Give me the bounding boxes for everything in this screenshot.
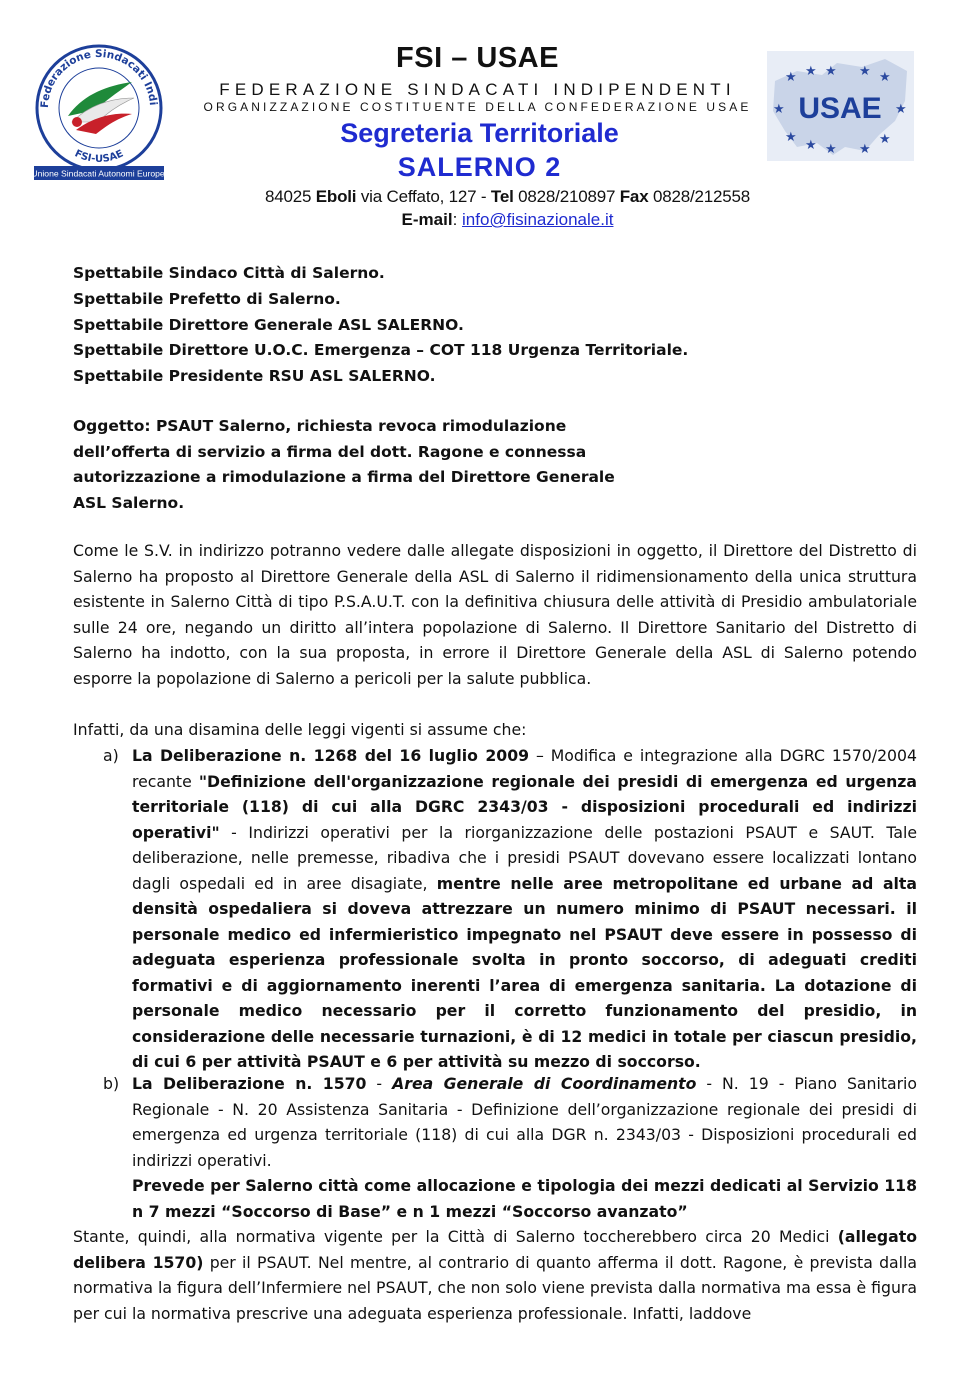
svg-text:★: ★ [879,70,891,85]
email-link[interactable]: info@fisinazionale.it [462,210,614,229]
recipient-line: Spettabile Direttore U.O.C. Emergenza – COT 118 Urgenza Territoriale. [73,341,689,360]
closing-paragraph: Stante, quindi, alla normativa vigente per la Città di Salerno toccherebbero circa 20 Medici (allegato delibera 1570) per il PSAUT. Nel mentre, al contrario di quanto afferma il dott. Ragone, è prevista dalla normativa la figura dell’Infermiere nel PSAUT, che non solo viene prevista dalla normativa ma essa è figura per cui la normativa prescrive una adeguata esperienza professionale. Infatti, laddove [73,1227,917,1323]
recipient-line: Spettabile Prefetto di Salerno. [73,289,341,308]
recipient-line: Spettabile Direttore Generale ASL SALERNO. [73,315,464,334]
svg-text:★: ★ [805,138,817,153]
svg-text:★: ★ [879,132,891,147]
svg-text:★: ★ [825,64,837,79]
recipients-block [73,261,688,390]
address-line: 84025 Eboli via Ceffato, 127 - Tel 0828/210897 Fax 0828/212558 [264,187,751,206]
list-marker-a: a) [103,746,119,765]
svg-text:★: ★ [859,64,871,79]
subject-line: ASL Salerno. [73,493,185,512]
recipient-line: Spettabile Sindaco Città di Salerno. [73,264,385,282]
svg-text:★: ★ [859,142,871,157]
subject-line: autorizzazione a rimodulazione a firma del Direttore Generale [73,468,615,487]
recipient-line: Spettabile Presidente RSU ASL SALERNO. [73,367,436,386]
email-line: E-mail: info@fisinazionale.it [401,210,614,229]
logo-ring-bottom-text: FSI-USAE [72,148,126,165]
svg-text:★: ★ [785,130,797,145]
list-item-a: La Deliberazione n. 1268 del 16 luglio 2009 – Modifica e integrazione alla DGRC 1570/2004 recante "Definizione dell'organizzazione regionale dei presidi di emergenza ed urgenza territoriale (118) di cui alla DGRC 2343/03 - disposizioni procedurali ed indirizzi operativi" - Indirizzi operativi per la riorganizzazione delle postazioni PSAUT e SAUT. Tale deliberazione, nelle premesse, ribadiva che i presidi PSAUT dovevano essere localizzati lontano dagli ospedali ed in aree disagiate, mentre nelle aree metropolitane ed urbane ad alta densità ospedaliera si doveva attrezzare un numero minimo di PSAUT necessari. il personale medico ed infermieristico impegnato nel PSAUT deve essere in possesso di adeguata esperienza professionale svolta in pronto soccorso, di adeguati crediti formativi e di aggiornamento inerenti l’area di emergenza sanitaria. La dotazione di personale medico necessario per il corretto funzionamento del presidio, in considerazione delle necessarie turnazioni, è di 12 medici in totale per ciascun presidio, di cui 6 per attività PSAUT e 6 per attività su mezzo di soccorso. [132,746,918,1071]
svg-text:★: ★ [785,70,797,85]
federation-name: FEDERAZIONE SINDACATI INDIPENDENTI [219,80,736,99]
list-marker-b: b) [103,1074,120,1093]
svg-text:★: ★ [773,102,785,117]
list-item-b: La Deliberazione n. 1570 - Area Generale di Coordinamento - N. 19 - Piano Sanitario Regionale - N. 20 Assistenza Sanitaria - Definizione dell’organizzazione regionale dei presidi di emergenza ed urgenza territoriale (118) di cui alla DGR n. 2343/03 - Disposizioni procedurali ed indirizzi operativi. Prevede per Salerno città come allocazione e tipologia dei mezzi dedicati al Servizio 118 n 7 mezzi “Soccorso di Base” e n 1 mezzi “Soccorso avanzato” [132,1074,917,1221]
intro-paragraph: Come le S.V. in indirizzo potranno vedere dalle allegate disposizioni in oggetto, il Direttore del Distretto di Salerno ha proposto al Direttore Generale della ASL di Salerno il ridimensionamento della unica struttura esistente in Salerno Città di tipo P.S.A.U.T. con la definitiva chiusura delle attività di Presidio ambulatoriale sulle 24 ore, negando un diritto all’intera popolazione di Salerno. Il Direttore Sanitario del Distretto di Salerno ha indotto, con la sua proposta, in errore il Direttore Generale della ASL di Salerno potendo esporre la popolazione di Salerno a pericoli per la salute pubblica. [73,541,917,688]
lead-sentence: Infatti, da una disamina delle leggi vigenti si assume che: [73,720,527,739]
subject-block [73,414,673,516]
svg-text:★: ★ [825,142,837,157]
usae-logo-text: USAE [798,92,882,125]
branch-title: SALERNO 2 [397,152,562,182]
office-title: Segreteria Territoriale [340,118,619,148]
logo-banner-text: Unione Sindacati Autonomi Europei [34,168,164,179]
org-name: FSI – USAE [396,42,559,74]
svg-text:★: ★ [895,102,907,117]
svg-text:★: ★ [805,64,817,79]
organization-line: ORGANIZZAZIONE COSTITUENTE DELLA CONFEDERAZIONE USAE [203,100,752,114]
logo-ring-text: Federazione Sindacati Indi [38,47,159,109]
subject-line: Oggetto: PSAUT Salerno, richiesta revoca rimodulazione [73,417,567,435]
subject-line: dell’offerta di servizio a firma del dott. Ragone e connessa [73,442,587,461]
